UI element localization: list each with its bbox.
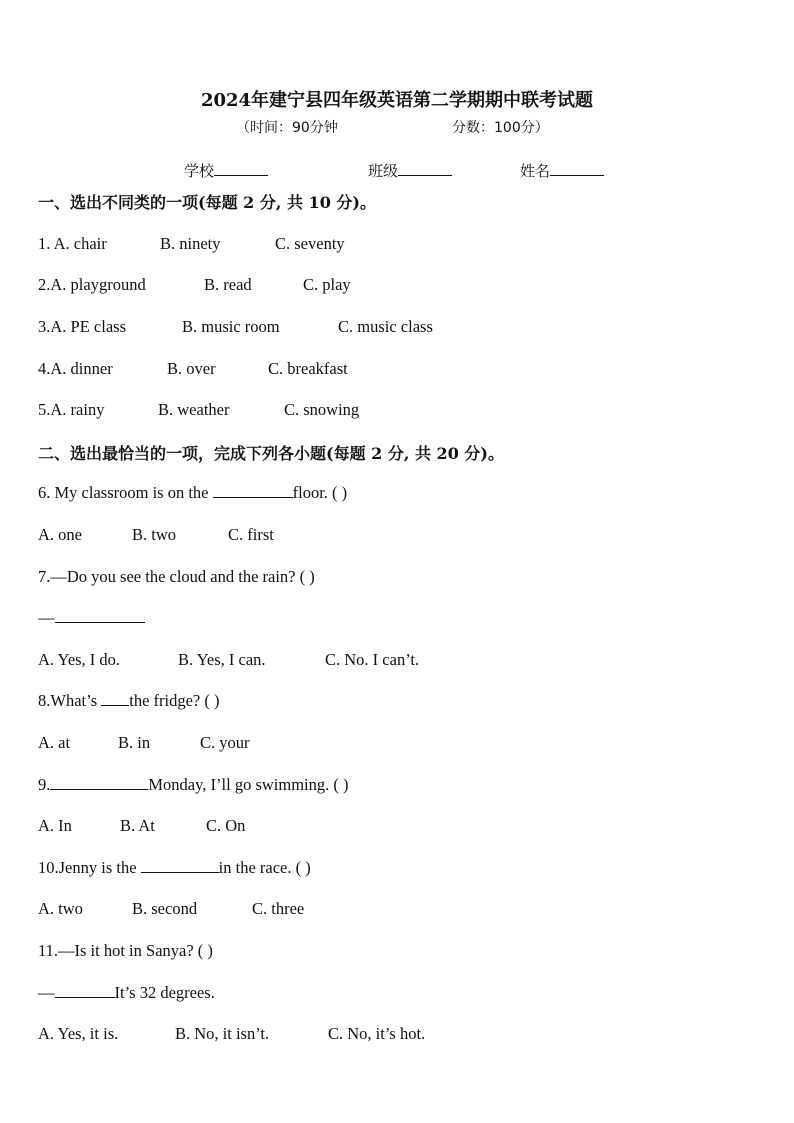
school-label: 学校: [184, 162, 215, 180]
answer-line: [38, 983, 215, 1003]
option-b: B. At: [120, 816, 155, 835]
option-b: B. in: [118, 733, 151, 752]
option-c: C. snowing: [284, 400, 360, 419]
name-label: 姓名: [520, 162, 551, 180]
option-a: A. Yes, it is.: [38, 1024, 119, 1043]
question-2: [38, 275, 146, 295]
name-field: [520, 160, 604, 181]
name-blank: [550, 160, 604, 176]
answer-blank: [50, 775, 148, 790]
question-number: 2: [38, 275, 47, 294]
option-b: B. music room: [182, 317, 280, 336]
answer-blank: [213, 483, 293, 498]
option-c: C. seventy: [275, 234, 345, 253]
question-number: 4: [38, 359, 47, 378]
class-label: 班级: [368, 162, 399, 180]
question-prefix: 10.Jenny is the: [38, 858, 141, 877]
option-a: .A. dinner: [46, 359, 113, 378]
option-a: A. two: [38, 899, 83, 918]
option-a: A. one: [38, 525, 82, 544]
question-number: 1: [38, 234, 47, 253]
question-8: [38, 691, 220, 711]
class-blank: [398, 160, 452, 176]
option-c: C. first: [228, 525, 274, 544]
option-a: A. In: [38, 816, 72, 835]
option-b: B. over: [167, 359, 216, 378]
answer-blank: [101, 691, 129, 706]
question-7: 7.—Do you see the cloud and the rain? ( ): [38, 567, 315, 586]
answer-blank: [141, 858, 219, 873]
answer-line: [38, 608, 145, 628]
option-b: B. weather: [158, 400, 230, 419]
question-number: 5: [38, 400, 47, 419]
question-6: [38, 483, 347, 503]
option-a: A. at: [38, 733, 71, 752]
option-c: C. No, it’s hot.: [328, 1024, 426, 1043]
option-b: B. Yes, I can.: [178, 650, 266, 669]
section-2-heading: 二、选出最恰当的一项，完成下列各小题(每题 2 分, 共 20 分)。: [38, 444, 504, 463]
question-suffix: floor. ( ): [292, 483, 348, 502]
option-a: .A. playground: [46, 275, 146, 294]
option-a: .A. rainy: [46, 400, 105, 419]
answer-blank: [55, 983, 115, 998]
section-1-heading: 一、选出不同类的一项(每题 2 分, 共 10 分)。: [38, 193, 376, 212]
question-prefix: 8.What’s: [38, 691, 102, 710]
dash: —: [38, 608, 55, 627]
option-c: C. three: [252, 899, 305, 918]
option-a: .A. PE class: [46, 317, 126, 336]
question-9: [38, 775, 349, 795]
option-b: B. two: [132, 525, 177, 544]
question-4: [38, 359, 113, 379]
question-11: 11.—Is it hot in Sanya? ( ): [38, 941, 213, 960]
question-prefix: 6. My classroom is on the: [38, 483, 213, 502]
question-number: 3: [38, 317, 47, 336]
question-suffix: the fridge? ( ): [129, 691, 220, 710]
option-b: B. second: [132, 899, 198, 918]
school-field: [184, 160, 268, 181]
option-c: C. your: [200, 733, 250, 752]
option-c: C. music class: [338, 317, 433, 336]
question-suffix: in the race. ( ): [218, 858, 311, 877]
option-a: . A. chair: [46, 234, 107, 253]
question-suffix: Monday, I’ll go swimming. ( ): [148, 775, 349, 794]
option-c: C. play: [303, 275, 351, 294]
option-c: C. On: [206, 816, 246, 835]
question-3: [38, 317, 126, 337]
option-a: A. Yes, I do.: [38, 650, 121, 669]
option-c: C. No. I can’t.: [325, 650, 420, 669]
option-c: C. breakfast: [268, 359, 348, 378]
exam-score: 分数：100分）: [452, 120, 549, 136]
question-1: [38, 234, 107, 254]
class-field: [368, 160, 452, 181]
question-5: [38, 400, 104, 420]
option-b: B. read: [204, 275, 252, 294]
exam-title: 2024年建宁县四年级英语第二学期期中联考试题: [200, 90, 594, 111]
exam-time: （时间：90分钟: [236, 120, 338, 136]
answer-blank: [55, 608, 145, 623]
option-b: B. ninety: [160, 234, 221, 253]
option-b: B. No, it isn’t.: [175, 1024, 270, 1043]
answer-suffix: It’s 32 degrees.: [114, 983, 215, 1002]
school-blank: [214, 160, 268, 176]
question-10: [38, 858, 311, 878]
dash: —: [38, 983, 55, 1002]
question-prefix: 9.: [38, 775, 51, 794]
